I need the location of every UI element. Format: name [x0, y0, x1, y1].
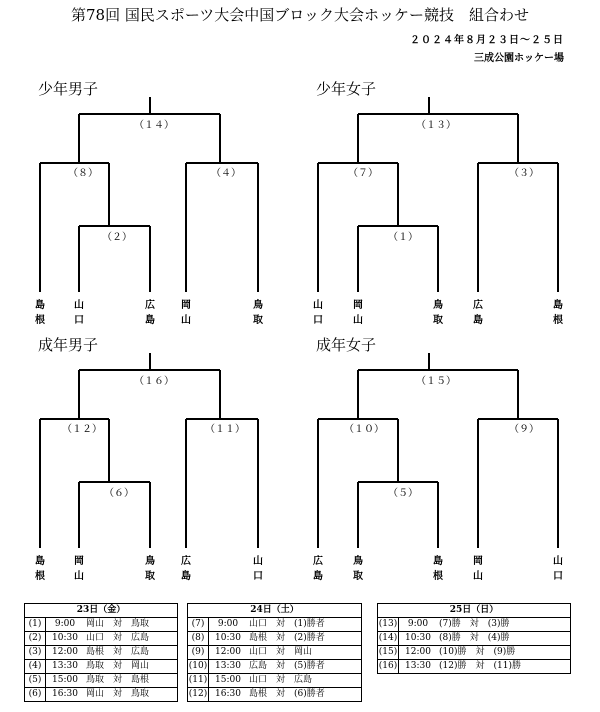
match-no: (7) [188, 618, 209, 631]
match-time: 12:00 [215, 647, 241, 657]
match-time: 16:30 [215, 689, 241, 699]
page-title: 第78回 国民スポーツ大会中国ブロック大会ホッケー競技 組合わせ [71, 6, 529, 24]
event-venue: 三成公園ホッケー場 [474, 53, 564, 64]
category-title-women: 成年女子 [316, 336, 377, 354]
match-number-final-girls: （１３） [414, 116, 458, 131]
match-time: 13:30 [52, 661, 78, 671]
team-name: 島根 [35, 556, 45, 582]
match-number-inner-women: （５） [386, 484, 420, 499]
match-no: (8) [188, 632, 209, 645]
table-row [378, 646, 570, 660]
team-name: 山口 [253, 556, 263, 582]
match-no: (12) [188, 689, 208, 699]
match-pairing: 広島 対 (5)勝者 [249, 661, 325, 671]
team-name: 広島 [145, 300, 155, 326]
schedule-table-day1 [24, 603, 178, 702]
match-no: (9) [188, 646, 209, 659]
table-row [25, 632, 177, 646]
table-row [25, 674, 177, 688]
table-row [378, 618, 570, 632]
table-row [25, 618, 177, 632]
schedule-header: 23日（金） [25, 604, 177, 618]
team-name: 岡山 [353, 300, 363, 326]
table-row [25, 660, 177, 674]
team-name: 山口 [553, 556, 563, 582]
match-number-final-men: （１６） [132, 372, 176, 387]
team-name: 岡山 [473, 556, 483, 582]
team-name: 広島 [181, 556, 191, 582]
table-row [188, 618, 361, 632]
match-time: 9:00 [217, 619, 239, 629]
match-no: (5) [25, 674, 46, 687]
match-number-right-women: （９） [507, 420, 541, 435]
schedule-header: 25日（日） [378, 604, 570, 618]
match-pairing: (8)勝 対 (4)勝 [439, 633, 510, 643]
team-name: 鳥取 [353, 556, 363, 582]
match-pairing: 山口 対 岡山 [249, 647, 313, 657]
match-number-right-boys: （４） [209, 164, 243, 179]
table-row [378, 660, 570, 673]
match-number-right-girls: （３） [507, 164, 541, 179]
team-name: 島根 [35, 300, 45, 326]
match-no: (10) [188, 661, 208, 671]
table-row [188, 674, 361, 688]
match-no: (13) [378, 619, 398, 629]
match-pairing: 島根 対 (2)勝者 [249, 633, 325, 643]
match-time: 16:30 [52, 689, 78, 699]
match-number-inner-girls: （１） [386, 228, 420, 243]
schedule-header: 24日（土） [188, 604, 361, 618]
team-name: 岡山 [181, 300, 191, 326]
match-pairing: (7)勝 対 (3)勝 [439, 619, 510, 629]
match-no: (2) [25, 632, 46, 645]
match-time: 10:30 [215, 633, 241, 643]
table-row [25, 646, 177, 660]
table-row [188, 646, 361, 660]
table-row [188, 660, 361, 674]
match-no: (14) [378, 633, 398, 643]
match-pairing: 鳥取 対 岡山 [86, 661, 150, 671]
team-name: 島根 [433, 556, 443, 582]
match-pairing: 岡山 対 鳥取 [86, 619, 150, 629]
team-name: 鳥取 [433, 300, 443, 326]
table-row [188, 688, 361, 701]
team-name: 山口 [74, 300, 84, 326]
match-time: 15:00 [215, 675, 241, 685]
match-number-left-women: （１０） [342, 420, 386, 435]
match-pairing: (10)勝 対 (9)勝 [439, 647, 516, 657]
category-title-boys: 少年男子 [38, 80, 99, 98]
match-number-right-men: （１１） [203, 420, 247, 435]
table-row [188, 632, 361, 646]
match-number-left-boys: （８） [66, 164, 100, 179]
team-name: 鳥取 [145, 556, 155, 582]
team-name: 広島 [313, 556, 323, 582]
match-time: 13:30 [215, 661, 241, 671]
match-time: 12:00 [52, 647, 78, 657]
category-title-men: 成年男子 [38, 336, 99, 354]
match-time: 9:00 [54, 619, 76, 629]
match-pairing: 山口 対 (1)勝者 [249, 619, 325, 629]
match-pairing: 島根 対 (6)勝者 [249, 689, 325, 699]
team-name: 鳥取 [253, 300, 263, 326]
match-pairing: 鳥取 対 島根 [86, 675, 150, 685]
table-row [25, 688, 177, 701]
match-no: (15) [378, 647, 398, 657]
match-time: 10:30 [405, 633, 431, 643]
match-no: (6) [25, 688, 46, 701]
match-time: 13:30 [405, 661, 431, 671]
team-name: 広島 [473, 300, 483, 326]
match-time: 10:30 [52, 633, 78, 643]
schedule-table-day3 [377, 603, 571, 674]
match-no: (1) [25, 618, 46, 631]
match-time: 12:00 [405, 647, 431, 657]
match-number-final-women: （１５） [414, 372, 458, 387]
match-no: (3) [25, 646, 46, 659]
team-name: 島根 [553, 300, 563, 326]
match-number-inner-men: （６） [102, 484, 136, 499]
category-title-girls: 少年女子 [316, 80, 377, 98]
match-time: 15:00 [52, 675, 78, 685]
match-number-final-boys: （１４） [132, 116, 176, 131]
match-no: (11) [188, 675, 208, 685]
match-pairing: (12)勝 対 (11)勝 [439, 661, 521, 671]
schedule-table-day2 [187, 603, 362, 702]
event-dates: ２０２４年８月２３日～２５日 [410, 35, 564, 46]
team-name: 岡山 [74, 556, 84, 582]
match-number-left-men: （１２） [60, 420, 104, 435]
match-pairing: 山口 対 広島 [249, 675, 313, 685]
match-pairing: 岡山 対 鳥取 [86, 689, 150, 699]
match-number-left-girls: （７） [346, 164, 380, 179]
match-pairing: 山口 対 広島 [86, 633, 150, 643]
team-name: 山口 [313, 300, 323, 326]
match-number-inner-boys: （２） [100, 228, 134, 243]
table-row [378, 632, 570, 646]
match-no: (16) [378, 661, 398, 671]
match-time: 9:00 [407, 619, 429, 629]
match-no: (4) [25, 660, 46, 673]
match-pairing: 島根 対 広島 [86, 647, 150, 657]
